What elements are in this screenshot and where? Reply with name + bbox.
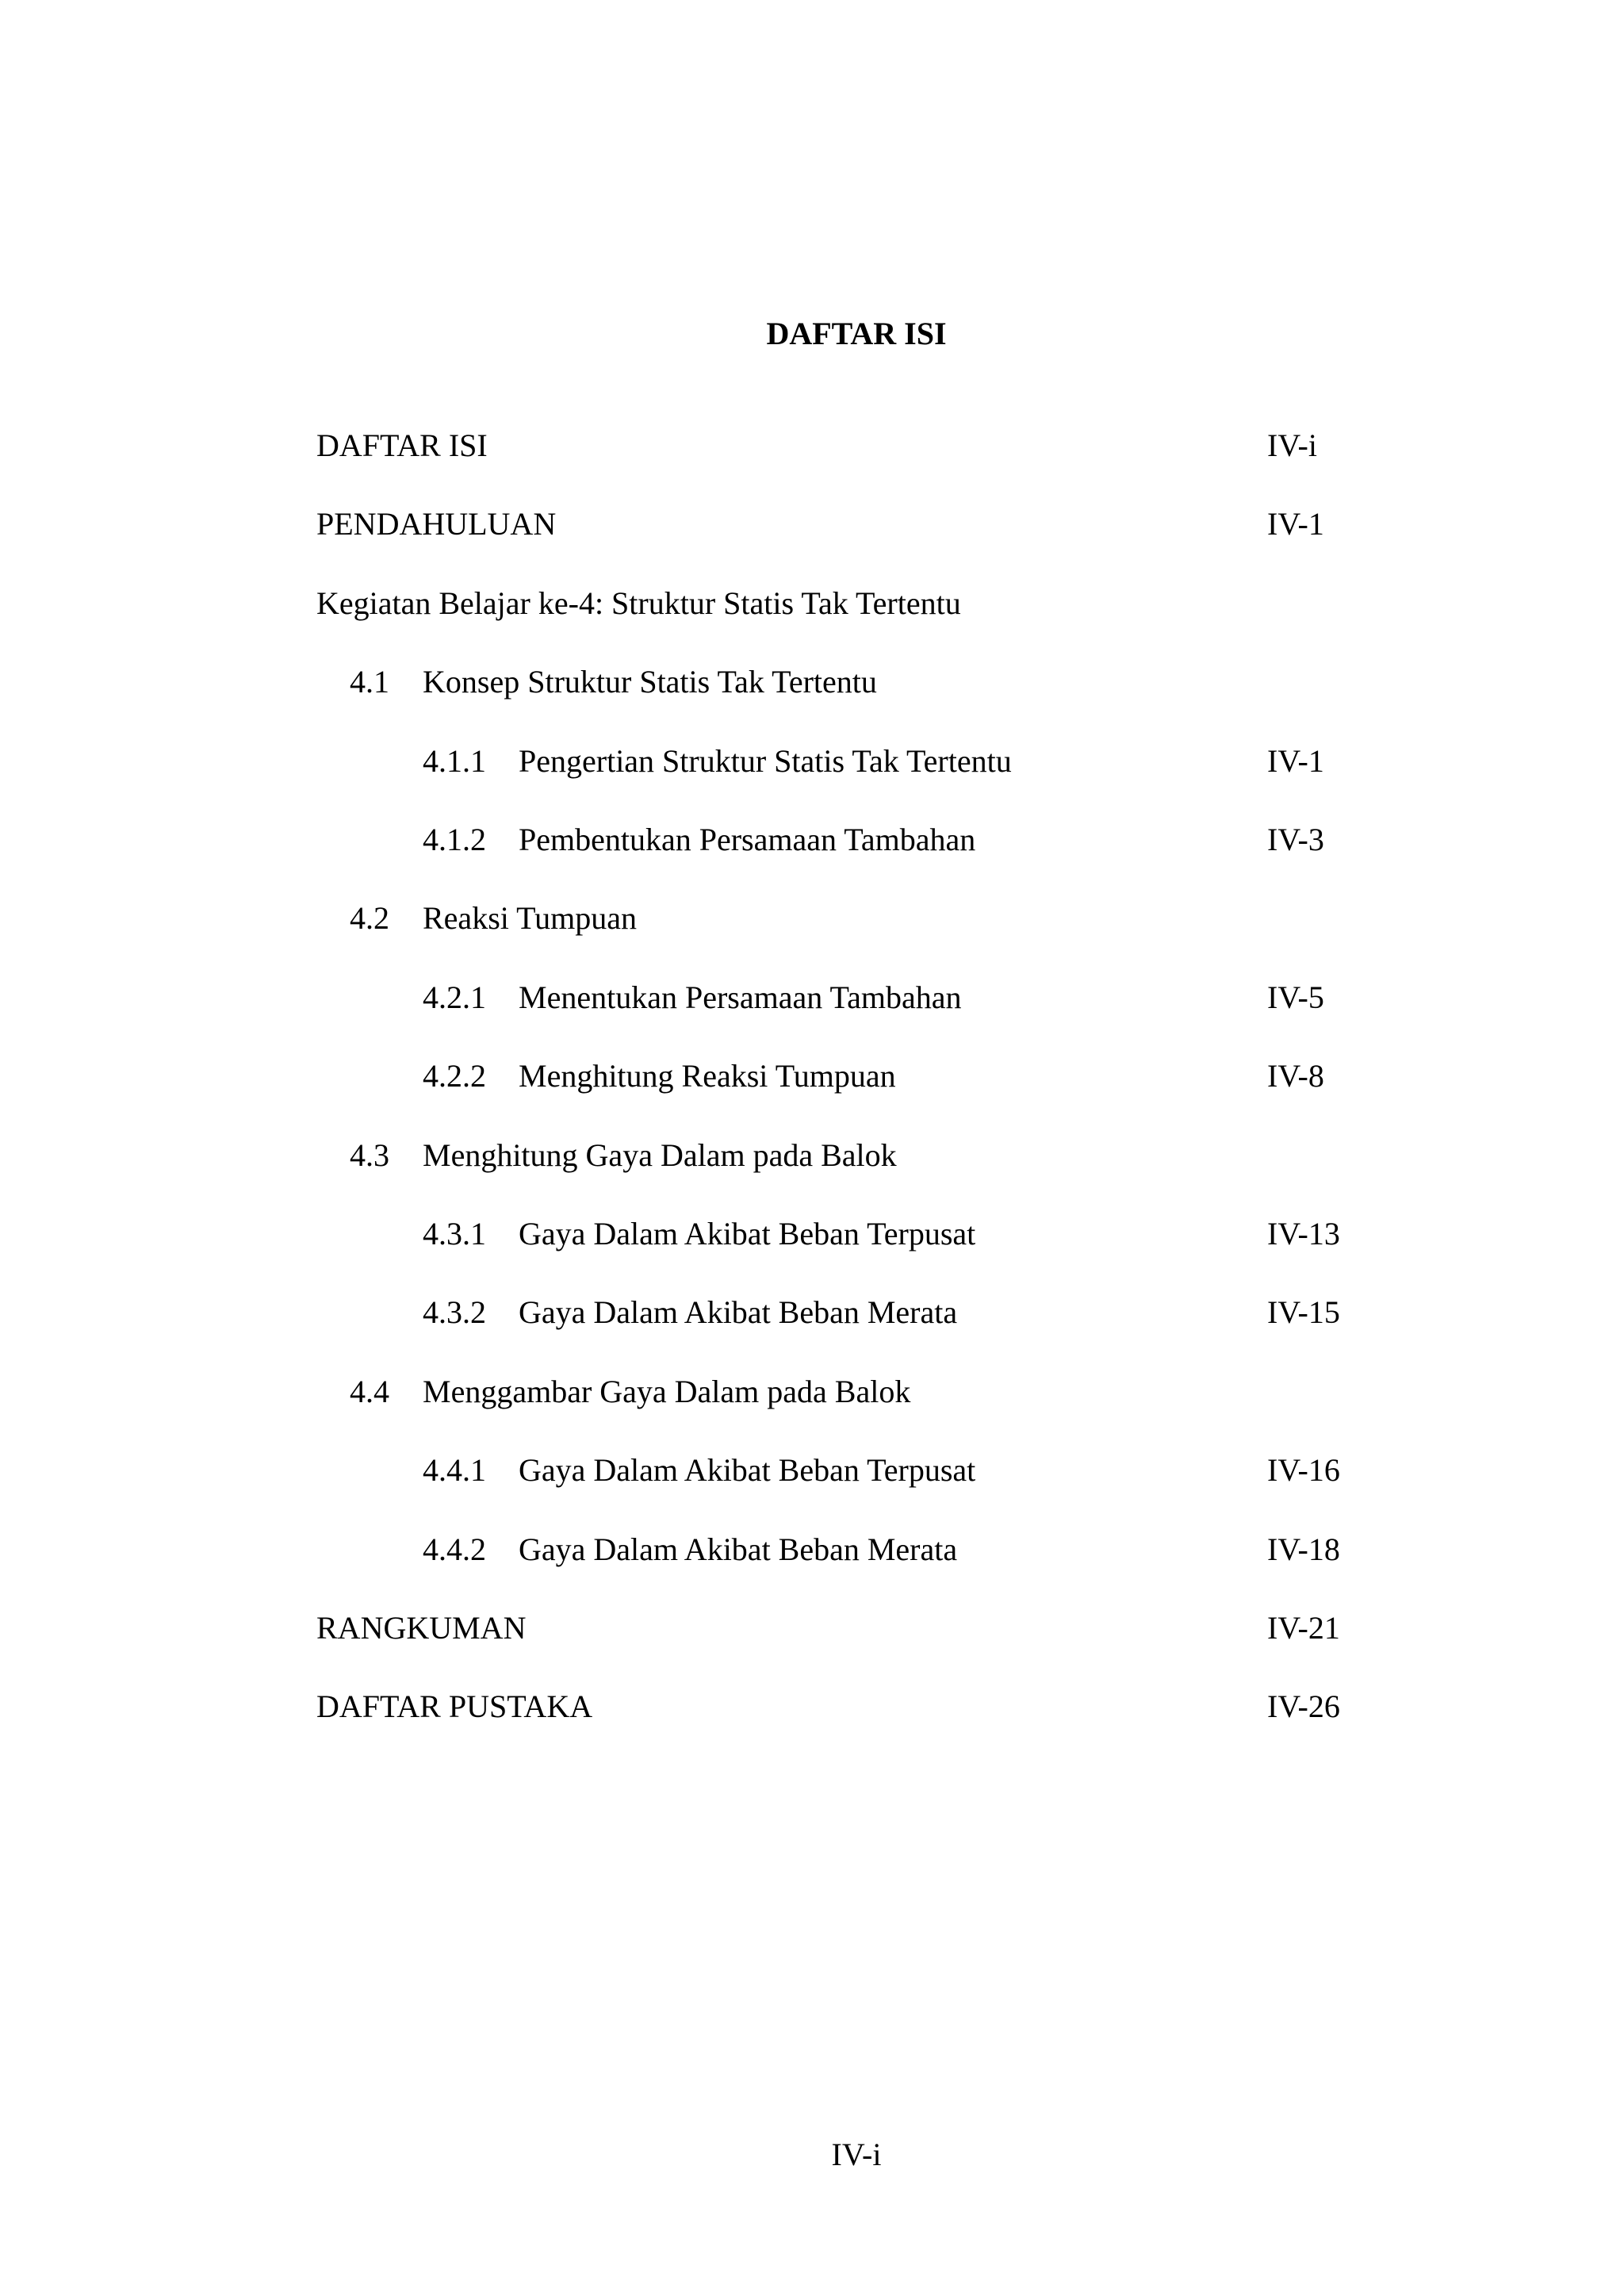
- toc-entry-title: DAFTAR PUSTAKA: [316, 1688, 593, 1725]
- toc-entry: [0, 1448, 1624, 1493]
- page-title: DAFTAR ISI: [766, 316, 947, 351]
- toc-entry: [0, 1370, 1624, 1414]
- toc-entry: [0, 976, 1624, 1020]
- toc-entry: [0, 1527, 1624, 1572]
- toc-entry-number: 4.2.2: [423, 1058, 486, 1094]
- toc-entry-title: Kegiatan Belajar ke-4: Struktur Statis Tak Tertentu: [316, 585, 961, 621]
- toc-entry-title: Gaya Dalam Akibat Beban Merata: [519, 1531, 958, 1567]
- toc-entry-page: IV-1: [1267, 742, 1324, 779]
- toc-entry-page: IV-21: [1267, 1610, 1340, 1646]
- page-number: IV-i: [831, 2137, 882, 2172]
- toc-entry: [0, 1606, 1624, 1650]
- toc-entry-title: Reaksi Tumpuan: [423, 900, 638, 937]
- toc-entry-page: IV-3: [1267, 822, 1324, 857]
- toc-entry-number: 4.1: [350, 664, 389, 700]
- toc-entry-number: 4.3.1: [423, 1216, 486, 1251]
- toc-entry-number: 4.4.2: [423, 1531, 486, 1567]
- toc-entry-number: 4.2.1: [423, 979, 486, 1015]
- toc-entry: [0, 818, 1624, 862]
- toc-entry-title: DAFTAR ISI: [316, 427, 488, 463]
- toc-entry-page: IV-18: [1267, 1531, 1340, 1567]
- toc-entry-page: IV-8: [1267, 1058, 1324, 1094]
- toc-entry-number: 4.2: [350, 900, 389, 937]
- toc-entry-page: IV-15: [1267, 1294, 1340, 1331]
- toc-entry-title: Gaya Dalam Akibat Beban Terpusat: [519, 1452, 976, 1489]
- toc-entry-title: Menghitung Gaya Dalam pada Balok: [423, 1137, 897, 1173]
- toc-entry-page: IV-13: [1267, 1216, 1340, 1251]
- toc-entry: [0, 424, 1624, 468]
- toc-entry: [0, 660, 1624, 704]
- toc-entry-number: 4.3: [350, 1137, 389, 1173]
- toc-entry: [0, 1290, 1624, 1335]
- toc-entry-page: IV-1: [1267, 506, 1324, 542]
- toc-entry-title: Gaya Dalam Akibat Beban Merata: [519, 1294, 958, 1331]
- toc-entry-number: 4.4.1: [423, 1452, 486, 1489]
- toc-entry-title: PENDAHULUAN: [316, 506, 557, 542]
- toc-entry-title: Gaya Dalam Akibat Beban Terpusat: [519, 1216, 976, 1251]
- toc-entry-page: IV-5: [1267, 979, 1324, 1015]
- toc-entry-page: IV-i: [1267, 427, 1317, 463]
- toc-entry: [0, 1212, 1624, 1256]
- toc-entry: [0, 581, 1624, 626]
- toc-entry: [0, 739, 1624, 784]
- toc-entry: [0, 896, 1624, 941]
- toc-entry-title: Menghitung Reaksi Tumpuan: [519, 1058, 896, 1094]
- toc-entry: [0, 1054, 1624, 1098]
- toc-entry-title: Menggambar Gaya Dalam pada Balok: [423, 1373, 911, 1409]
- toc-entry: [0, 1133, 1624, 1178]
- toc-entry-number: 4.3.2: [423, 1294, 486, 1331]
- toc-entry-number: 4.4: [350, 1373, 389, 1409]
- toc-entry-title: RANGKUMAN: [316, 1610, 527, 1646]
- toc-entry-title: Menentukan Persamaan Tambahan: [519, 979, 962, 1015]
- toc-entry-number: 4.1.1: [423, 742, 486, 779]
- toc-entry: [0, 502, 1624, 546]
- toc-entry-title: Pengertian Struktur Statis Tak Tertentu: [519, 742, 1012, 779]
- toc-entry: [0, 1685, 1624, 1729]
- toc-entry-number: 4.1.2: [423, 822, 486, 857]
- toc-entry-page: IV-16: [1267, 1452, 1340, 1489]
- toc-entry-title: Pembentukan Persamaan Tambahan: [519, 822, 976, 857]
- toc-entry-title: Konsep Struktur Statis Tak Tertentu: [423, 664, 877, 700]
- toc-entry-page: IV-26: [1267, 1688, 1340, 1725]
